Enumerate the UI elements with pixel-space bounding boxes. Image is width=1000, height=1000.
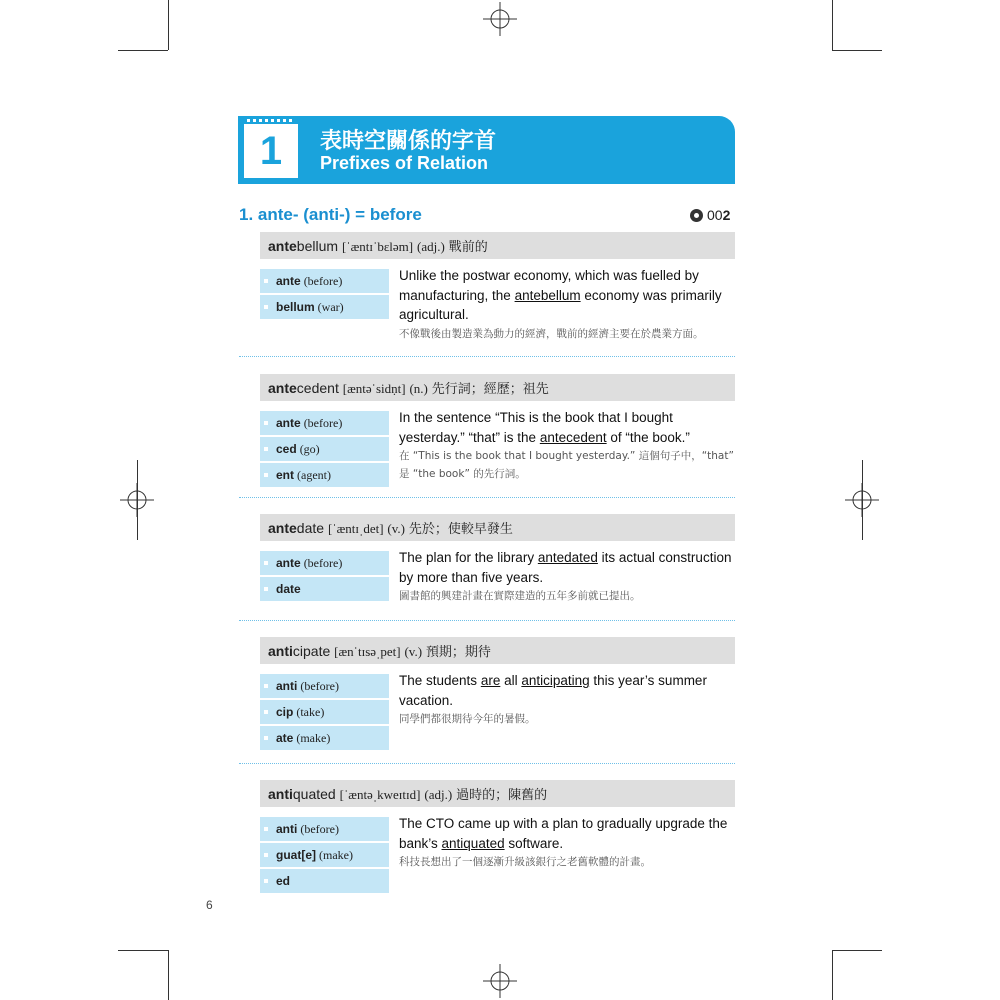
registration-mark-icon bbox=[120, 483, 154, 517]
registration-mark-icon bbox=[845, 483, 879, 517]
word-part bbox=[260, 437, 389, 461]
registration-mark-icon bbox=[483, 2, 517, 36]
headword bbox=[268, 378, 549, 397]
bullet-square-icon bbox=[264, 561, 268, 565]
headword-prefix: ante bbox=[268, 238, 297, 254]
part-meaning: (before) bbox=[303, 274, 343, 288]
headword bbox=[268, 236, 488, 255]
part-meaning: (go) bbox=[299, 442, 320, 456]
part-meaning: (make) bbox=[319, 848, 353, 862]
example-segment: The students bbox=[399, 673, 481, 688]
bullet-square-icon bbox=[264, 587, 268, 591]
part-word: date bbox=[276, 582, 301, 596]
word-part bbox=[260, 295, 389, 319]
example-segment: antedated bbox=[537, 550, 598, 565]
part-meaning: (before) bbox=[300, 679, 339, 693]
vocab-entry bbox=[260, 232, 735, 342]
part-word: ante bbox=[276, 416, 301, 430]
part-meaning: (take) bbox=[296, 705, 325, 719]
part-meaning: (before) bbox=[303, 556, 343, 570]
vocab-entry bbox=[260, 637, 735, 757]
example-segment: its actual construction by more than five years. bbox=[399, 550, 732, 585]
headword-meaning: 過時的；陳舊的 bbox=[456, 788, 548, 803]
crop-mark bbox=[832, 50, 882, 51]
headword-rest: date bbox=[296, 520, 325, 536]
headword-pos: (v.) bbox=[387, 521, 405, 536]
word-part bbox=[260, 269, 389, 293]
headword-ipa: [ˈæntɪˌdet] bbox=[327, 521, 384, 536]
headword-rest: quated bbox=[292, 786, 336, 802]
example-segment: The plan for the library bbox=[399, 550, 538, 565]
bullet-square-icon bbox=[264, 447, 268, 451]
headword-prefix: ante bbox=[268, 380, 297, 396]
chapter-title-en: Prefixes of Relation bbox=[320, 153, 489, 173]
word-part bbox=[260, 411, 389, 435]
part-meaning: (before) bbox=[303, 416, 343, 430]
part-meaning: (agent) bbox=[297, 468, 331, 482]
part-word: anti bbox=[276, 822, 298, 836]
word-parts bbox=[260, 674, 389, 752]
example-sentence bbox=[399, 814, 739, 853]
audio-track[interactable] bbox=[690, 207, 730, 223]
example-segment: antecedent bbox=[539, 429, 607, 445]
vocab-entry bbox=[260, 514, 735, 609]
bullet-square-icon bbox=[264, 473, 268, 477]
bullet-square-icon bbox=[264, 305, 268, 309]
example-sentence bbox=[399, 266, 739, 325]
word-part bbox=[260, 463, 389, 487]
bullet-square-icon bbox=[264, 736, 268, 740]
headword-pos: (v.) bbox=[404, 644, 423, 659]
example-segment: In the sentence “This is the book that I bought yesterday.” “that” is the bbox=[399, 410, 673, 445]
divider bbox=[239, 763, 735, 764]
example-sentence bbox=[399, 408, 739, 447]
section-title: 1. ante- (anti-) = before bbox=[239, 205, 422, 224]
example-segment: anticipating bbox=[521, 673, 590, 688]
part-word: ante bbox=[276, 556, 301, 570]
headword-rest: bellum bbox=[296, 238, 339, 254]
headword-bar bbox=[260, 232, 735, 259]
example-sentence bbox=[399, 671, 739, 710]
divider bbox=[239, 620, 735, 621]
example-segment: are bbox=[480, 673, 501, 688]
track-last-digit: 2 bbox=[722, 207, 731, 223]
headword-prefix: anti bbox=[268, 786, 293, 802]
headword-bar bbox=[260, 514, 735, 541]
part-meaning: (make) bbox=[296, 731, 331, 745]
crop-mark bbox=[118, 950, 168, 951]
word-part bbox=[260, 577, 389, 601]
headword-meaning: 預期；期待 bbox=[425, 645, 491, 660]
word-part bbox=[260, 726, 389, 750]
example-segment: The CTO came up with a plan to gradually upgrade the bank’s bbox=[399, 816, 728, 851]
part-word: guat[e] bbox=[276, 848, 316, 862]
example-segment: software. bbox=[504, 835, 564, 851]
part-word: ante bbox=[276, 274, 301, 288]
example-translation: 科技長想出了一個逐漸升級該銀行之老舊軟體的計畫。 bbox=[399, 856, 651, 868]
example-segment: economy was primarily agricultural. bbox=[399, 287, 722, 322]
headword-pos: (n.) bbox=[409, 381, 428, 396]
crop-mark bbox=[832, 950, 833, 1000]
word-parts bbox=[260, 817, 389, 895]
headword-meaning: 戰前的 bbox=[448, 240, 488, 255]
part-word: ent bbox=[276, 468, 294, 482]
word-parts bbox=[260, 551, 389, 603]
calendar-rings-icon bbox=[247, 119, 295, 122]
headword-ipa: [æntəˈsidṇt] bbox=[342, 381, 406, 396]
example-segment: all bbox=[500, 673, 522, 688]
crop-mark bbox=[118, 50, 168, 51]
vocab-entry bbox=[260, 780, 735, 900]
headword bbox=[268, 518, 513, 537]
chapter-number: 1 bbox=[244, 124, 298, 178]
headword-prefix: anti bbox=[268, 643, 293, 659]
example-translation: 在 “This is the book that I bought yesterday.” 這個句子中，“that” 是 “the book” 的先行詞。 bbox=[399, 450, 734, 480]
page-number: 6 bbox=[206, 898, 213, 912]
example-segment: Unlike the postwar economy, which was fuelled by manufacturing, the bbox=[399, 268, 699, 303]
part-word: bellum bbox=[276, 300, 315, 314]
example-segment: antiquated bbox=[441, 835, 505, 851]
part-word: cip bbox=[276, 705, 294, 719]
headword-ipa: [ˈæntɪˈbɛləm] bbox=[341, 239, 414, 254]
bullet-square-icon bbox=[264, 710, 268, 714]
word-part bbox=[260, 551, 389, 575]
audio-disc-icon bbox=[690, 209, 703, 222]
headword-bar bbox=[260, 780, 735, 807]
chapter-title-band bbox=[304, 116, 735, 184]
example-segment: this year’s summer vacation. bbox=[399, 673, 707, 708]
vocab-entry bbox=[260, 374, 735, 494]
crop-mark bbox=[832, 0, 833, 50]
bullet-square-icon bbox=[264, 684, 268, 688]
part-word: ed bbox=[276, 874, 291, 888]
headword-ipa: [ˈæntəˌkweɪtɪd] bbox=[339, 787, 421, 802]
crop-mark bbox=[832, 950, 882, 951]
bullet-square-icon bbox=[264, 827, 268, 831]
example-sentence bbox=[399, 548, 739, 587]
word-part bbox=[260, 843, 389, 867]
headword-meaning: 先行詞；經歷；祖先 bbox=[431, 382, 549, 397]
word-part bbox=[260, 869, 389, 893]
headword bbox=[268, 784, 547, 803]
registration-mark-icon bbox=[483, 964, 517, 998]
headword-pos: (adj.) bbox=[417, 239, 445, 254]
part-meaning: (war) bbox=[317, 300, 344, 314]
headword-meaning: 先於；使較早發生 bbox=[408, 522, 513, 537]
example-segment: of “the book.” bbox=[606, 429, 690, 445]
example-segment: antebellum bbox=[514, 287, 581, 303]
bullet-square-icon bbox=[264, 853, 268, 857]
bullet-square-icon bbox=[264, 421, 268, 425]
crop-mark bbox=[168, 0, 169, 50]
word-part bbox=[260, 674, 389, 698]
divider bbox=[239, 497, 735, 498]
headword-bar bbox=[260, 374, 735, 401]
word-parts bbox=[260, 269, 389, 321]
part-word: ced bbox=[276, 442, 297, 456]
bullet-square-icon bbox=[264, 279, 268, 283]
word-part bbox=[260, 700, 389, 724]
word-part bbox=[260, 817, 389, 841]
headword-rest: cedent bbox=[296, 380, 339, 396]
part-meaning: (before) bbox=[300, 822, 339, 836]
headword bbox=[268, 641, 491, 660]
bullet-square-icon bbox=[264, 879, 268, 883]
headword-prefix: ante bbox=[268, 520, 297, 536]
example-translation: 不像戰後由製造業為動力的經濟，戰前的經濟主要在於農業方面。 bbox=[399, 328, 704, 340]
track-prefix: 00 bbox=[707, 207, 723, 223]
headword-bar bbox=[260, 637, 735, 664]
crop-mark bbox=[168, 950, 169, 1000]
headword-ipa: [ænˈtɪsəˌpet] bbox=[334, 644, 401, 659]
headword-rest: cipate bbox=[292, 643, 331, 659]
example-translation: 圖書館的興建計畫在實際建造的五年多前就已提出。 bbox=[399, 590, 641, 602]
chapter-number-box bbox=[238, 116, 304, 184]
divider bbox=[239, 356, 735, 357]
chapter-title-zh: 表時空關係的字首 bbox=[320, 129, 497, 154]
part-word: anti bbox=[276, 679, 298, 693]
headword-pos: (adj.) bbox=[424, 787, 453, 802]
part-word: ate bbox=[276, 731, 294, 745]
word-parts bbox=[260, 411, 389, 489]
example-translation: 同學們都很期待今年的暑假。 bbox=[399, 713, 536, 725]
